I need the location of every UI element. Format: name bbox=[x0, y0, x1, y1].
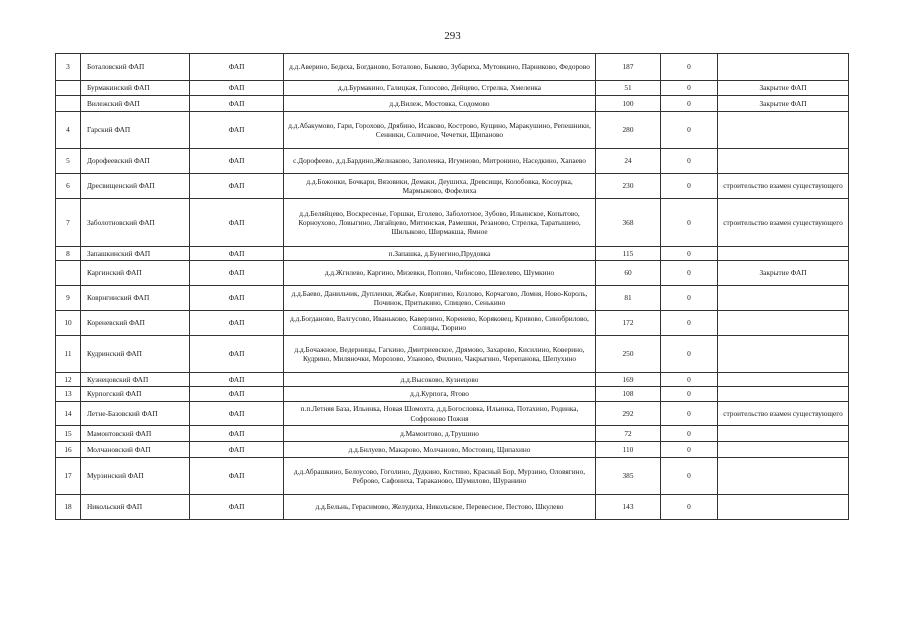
note bbox=[718, 311, 849, 336]
fap-name: Дресвищенский ФАП bbox=[81, 174, 190, 199]
note: строительство взамен существующего bbox=[718, 402, 849, 426]
fap-name: Бурмакинский ФАП bbox=[81, 81, 190, 96]
value: 0 bbox=[661, 402, 718, 426]
facility-type: ФАП bbox=[190, 495, 284, 520]
value: 0 bbox=[661, 174, 718, 199]
value: 0 bbox=[661, 311, 718, 336]
fap-table bbox=[55, 53, 849, 520]
facility-type: ФАП bbox=[190, 402, 284, 426]
settlements: п.п.Летняя База, Ильинка, Новая Шомохта, д.д.Богословка, Ильинка, Потахино, Родинка, Софроново Пожня bbox=[284, 402, 596, 426]
facility-type: ФАП bbox=[190, 373, 284, 387]
fap-name: Боталовский ФАП bbox=[81, 54, 190, 81]
note bbox=[718, 373, 849, 387]
population: 385 bbox=[596, 458, 661, 495]
population: 51 bbox=[596, 81, 661, 96]
population: 368 bbox=[596, 199, 661, 247]
table-row bbox=[56, 311, 849, 336]
row-number: 4 bbox=[56, 112, 81, 149]
settlements: д.д.Абакумово, Гари, Горохово, Дрябино, Исаково, Кострово, Кущино, Маракушино, Репешники, Сенники, Соличное, Чечетки, Щипаново bbox=[284, 112, 596, 149]
row-number: 7 bbox=[56, 199, 81, 247]
note bbox=[718, 495, 849, 520]
settlements: д.д.Бочажное, Ведерницы, Гагкино, Дмитриевское, Дрямово, Захарово, Кисилино, Коверино, Кудрино, Миляночки, Морозово, Уланово, Филино, Чакрыгино, Черепанова, Шепухино bbox=[284, 336, 596, 373]
fap-name: Курпогский ФАП bbox=[81, 387, 190, 402]
population: 24 bbox=[596, 149, 661, 174]
row-number: 15 bbox=[56, 426, 81, 442]
settlements: д.д.Билуево, Макарово, Молчаново, Мостовиц, Щипахино bbox=[284, 442, 596, 458]
fap-name: Летне-Базовский ФАП bbox=[81, 402, 190, 426]
facility-type: ФАП bbox=[190, 149, 284, 174]
fap-name: Коврнгинский ФАП bbox=[81, 286, 190, 311]
note bbox=[718, 336, 849, 373]
table-row bbox=[56, 387, 849, 402]
population: 230 bbox=[596, 174, 661, 199]
facility-type: ФАП bbox=[190, 247, 284, 261]
page-number: 293 bbox=[444, 30, 461, 42]
row-number: 13 bbox=[56, 387, 81, 402]
row-number: 12 bbox=[56, 373, 81, 387]
settlements: д.д.Вилеж, Мостовка, Содомово bbox=[284, 96, 596, 112]
population: 292 bbox=[596, 402, 661, 426]
table-row bbox=[56, 373, 849, 387]
table-row bbox=[56, 247, 849, 261]
settlements: д.Мамонтово, д.Трушино bbox=[284, 426, 596, 442]
value: 0 bbox=[661, 458, 718, 495]
population: 187 bbox=[596, 54, 661, 81]
note bbox=[718, 54, 849, 81]
note bbox=[718, 286, 849, 311]
note: строительство взамен существующего bbox=[718, 174, 849, 199]
facility-type: ФАП bbox=[190, 387, 284, 402]
population: 100 bbox=[596, 96, 661, 112]
row-number bbox=[56, 261, 81, 286]
settlements: с.Дорофеево, д.д.Бардино,Желнаково, Заполенка, Игумново, Митронино, Наседкино, Хапаево bbox=[284, 149, 596, 174]
population: 169 bbox=[596, 373, 661, 387]
fap-name: Молчановский ФАП bbox=[81, 442, 190, 458]
facility-type: ФАП bbox=[190, 199, 284, 247]
value: 0 bbox=[661, 112, 718, 149]
population: 108 bbox=[596, 387, 661, 402]
table-row bbox=[56, 149, 849, 174]
population: 110 bbox=[596, 442, 661, 458]
facility-type: ФАП bbox=[190, 261, 284, 286]
settlements: д.д.Аверино, Бедиха, Богданово, Боталово, Быково, Зубариха, Мутовкино, Парниково, Федорово bbox=[284, 54, 596, 81]
fap-name: Мурзинский ФАП bbox=[81, 458, 190, 495]
settlements: д.д.Богданово, Валгусово, Иваньково, Каверзино, Коренево, Коряковец, Кривово, Синобрилово, Солнцы, Тюрино bbox=[284, 311, 596, 336]
table-row bbox=[56, 261, 849, 286]
facility-type: ФАП bbox=[190, 442, 284, 458]
value: 0 bbox=[661, 261, 718, 286]
table-row bbox=[56, 402, 849, 426]
settlements: д.д.Божонки, Бочкари, Вязовики, Демаки, Деушиха, Древсищи, Колобовка, Косоурка, Мармыжово, Фофелиха bbox=[284, 174, 596, 199]
value: 0 bbox=[661, 373, 718, 387]
value: 0 bbox=[661, 247, 718, 261]
row-number: 8 bbox=[56, 247, 81, 261]
note bbox=[718, 149, 849, 174]
settlements: д.д.Курпога, Ятово bbox=[284, 387, 596, 402]
population: 72 bbox=[596, 426, 661, 442]
fap-name: Гарский ФАП bbox=[81, 112, 190, 149]
note: строительство взамен существующего bbox=[718, 199, 849, 247]
value: 0 bbox=[661, 149, 718, 174]
facility-type: ФАП bbox=[190, 426, 284, 442]
note bbox=[718, 247, 849, 261]
population: 115 bbox=[596, 247, 661, 261]
value: 0 bbox=[661, 442, 718, 458]
row-number: 18 bbox=[56, 495, 81, 520]
facility-type: ФАП bbox=[190, 174, 284, 199]
table-row bbox=[56, 174, 849, 199]
value: 0 bbox=[661, 96, 718, 112]
value: 0 bbox=[661, 426, 718, 442]
population: 60 bbox=[596, 261, 661, 286]
table-row bbox=[56, 442, 849, 458]
facility-type: ФАП bbox=[190, 458, 284, 495]
fap-name: Мамонтовский ФАП bbox=[81, 426, 190, 442]
table-row bbox=[56, 54, 849, 81]
note: Закрытие ФАП bbox=[718, 96, 849, 112]
note bbox=[718, 458, 849, 495]
settlements: д.д.Жгилево, Каргино, Мизевки, Попово, Чибисово, Шевелево, Шумкино bbox=[284, 261, 596, 286]
settlements: д.д.Высоково, Кузнецово bbox=[284, 373, 596, 387]
fap-name: Запашкинский ФАП bbox=[81, 247, 190, 261]
row-number: 17 bbox=[56, 458, 81, 495]
row-number: 10 bbox=[56, 311, 81, 336]
value: 0 bbox=[661, 54, 718, 81]
note bbox=[718, 426, 849, 442]
row-number: 3 bbox=[56, 54, 81, 81]
row-number bbox=[56, 81, 81, 96]
note bbox=[718, 112, 849, 149]
table-body bbox=[56, 54, 849, 520]
fap-name: Дорофеевский ФАП bbox=[81, 149, 190, 174]
population: 143 bbox=[596, 495, 661, 520]
row-number bbox=[56, 96, 81, 112]
facility-type: ФАП bbox=[190, 81, 284, 96]
value: 0 bbox=[661, 336, 718, 373]
row-number: 16 bbox=[56, 442, 81, 458]
table-row bbox=[56, 96, 849, 112]
population: 280 bbox=[596, 112, 661, 149]
fap-name: Кудринский ФАП bbox=[81, 336, 190, 373]
population: 172 bbox=[596, 311, 661, 336]
value: 0 bbox=[661, 387, 718, 402]
value: 0 bbox=[661, 286, 718, 311]
fap-name: Заболотновский ФАП bbox=[81, 199, 190, 247]
settlements: д.д.Баево, Данильчик, Дупленки, Жабье, Ковригино, Козлово, Корчагово, Ломня, Ново-Король, Починок, Притыкино, Спицево, Сенькино bbox=[284, 286, 596, 311]
settlements: д.д.Абрашкино, Белоусово, Гоголино, Дудкино, Костино, Красный Бор, Мурзино, Оловягино, Реброво, Сафониха, Тараканово, Шумилово, Шуранино bbox=[284, 458, 596, 495]
facility-type: ФАП bbox=[190, 286, 284, 311]
row-number: 11 bbox=[56, 336, 81, 373]
facility-type: ФАП bbox=[190, 336, 284, 373]
fap-name: Кузнецовский ФАП bbox=[81, 373, 190, 387]
table-row bbox=[56, 112, 849, 149]
row-number: 5 bbox=[56, 149, 81, 174]
fap-name: Вилежский ФАП bbox=[81, 96, 190, 112]
table-row bbox=[56, 81, 849, 96]
fap-name: Каргинский ФАП bbox=[81, 261, 190, 286]
note: Закрытие ФАП bbox=[718, 261, 849, 286]
settlements: д.д.Бурмакино, Галицкая, Голосово, Дейцево, Стрелка, Хмеленка bbox=[284, 81, 596, 96]
settlements: п.Запашка, д.Бунегино,Прудовка bbox=[284, 247, 596, 261]
settlements: д.д.Беляйцево, Воскресенье, Горшки, Еголево, Заболотное, Зубово, Ильинское, Копытово, Корноухово, Ловыгино, Лягайцево, Митинская, Рамешки, Резаново, Стрелка, Таратышево, Шилыково, Ширмакша, Ямное bbox=[284, 199, 596, 247]
table-row bbox=[56, 426, 849, 442]
fap-name: Никольский ФАП bbox=[81, 495, 190, 520]
facility-type: ФАП bbox=[190, 96, 284, 112]
row-number: 9 bbox=[56, 286, 81, 311]
table-row bbox=[56, 458, 849, 495]
table-row bbox=[56, 336, 849, 373]
note bbox=[718, 387, 849, 402]
value: 0 bbox=[661, 81, 718, 96]
value: 0 bbox=[661, 495, 718, 520]
note: Закрытие ФАП bbox=[718, 81, 849, 96]
table-row bbox=[56, 286, 849, 311]
facility-type: ФАП bbox=[190, 112, 284, 149]
fap-name: Кореневский ФАП bbox=[81, 311, 190, 336]
note bbox=[718, 442, 849, 458]
row-number: 6 bbox=[56, 174, 81, 199]
population: 250 bbox=[596, 336, 661, 373]
table-row bbox=[56, 495, 849, 520]
table-row bbox=[56, 199, 849, 247]
row-number: 14 bbox=[56, 402, 81, 426]
facility-type: ФАП bbox=[190, 54, 284, 81]
value: 0 bbox=[661, 199, 718, 247]
settlements: д.д.Бельнь, Герасимово, Желудиха, Никольское, Перевесное, Пестово, Шкулево bbox=[284, 495, 596, 520]
population: 81 bbox=[596, 286, 661, 311]
facility-type: ФАП bbox=[190, 311, 284, 336]
